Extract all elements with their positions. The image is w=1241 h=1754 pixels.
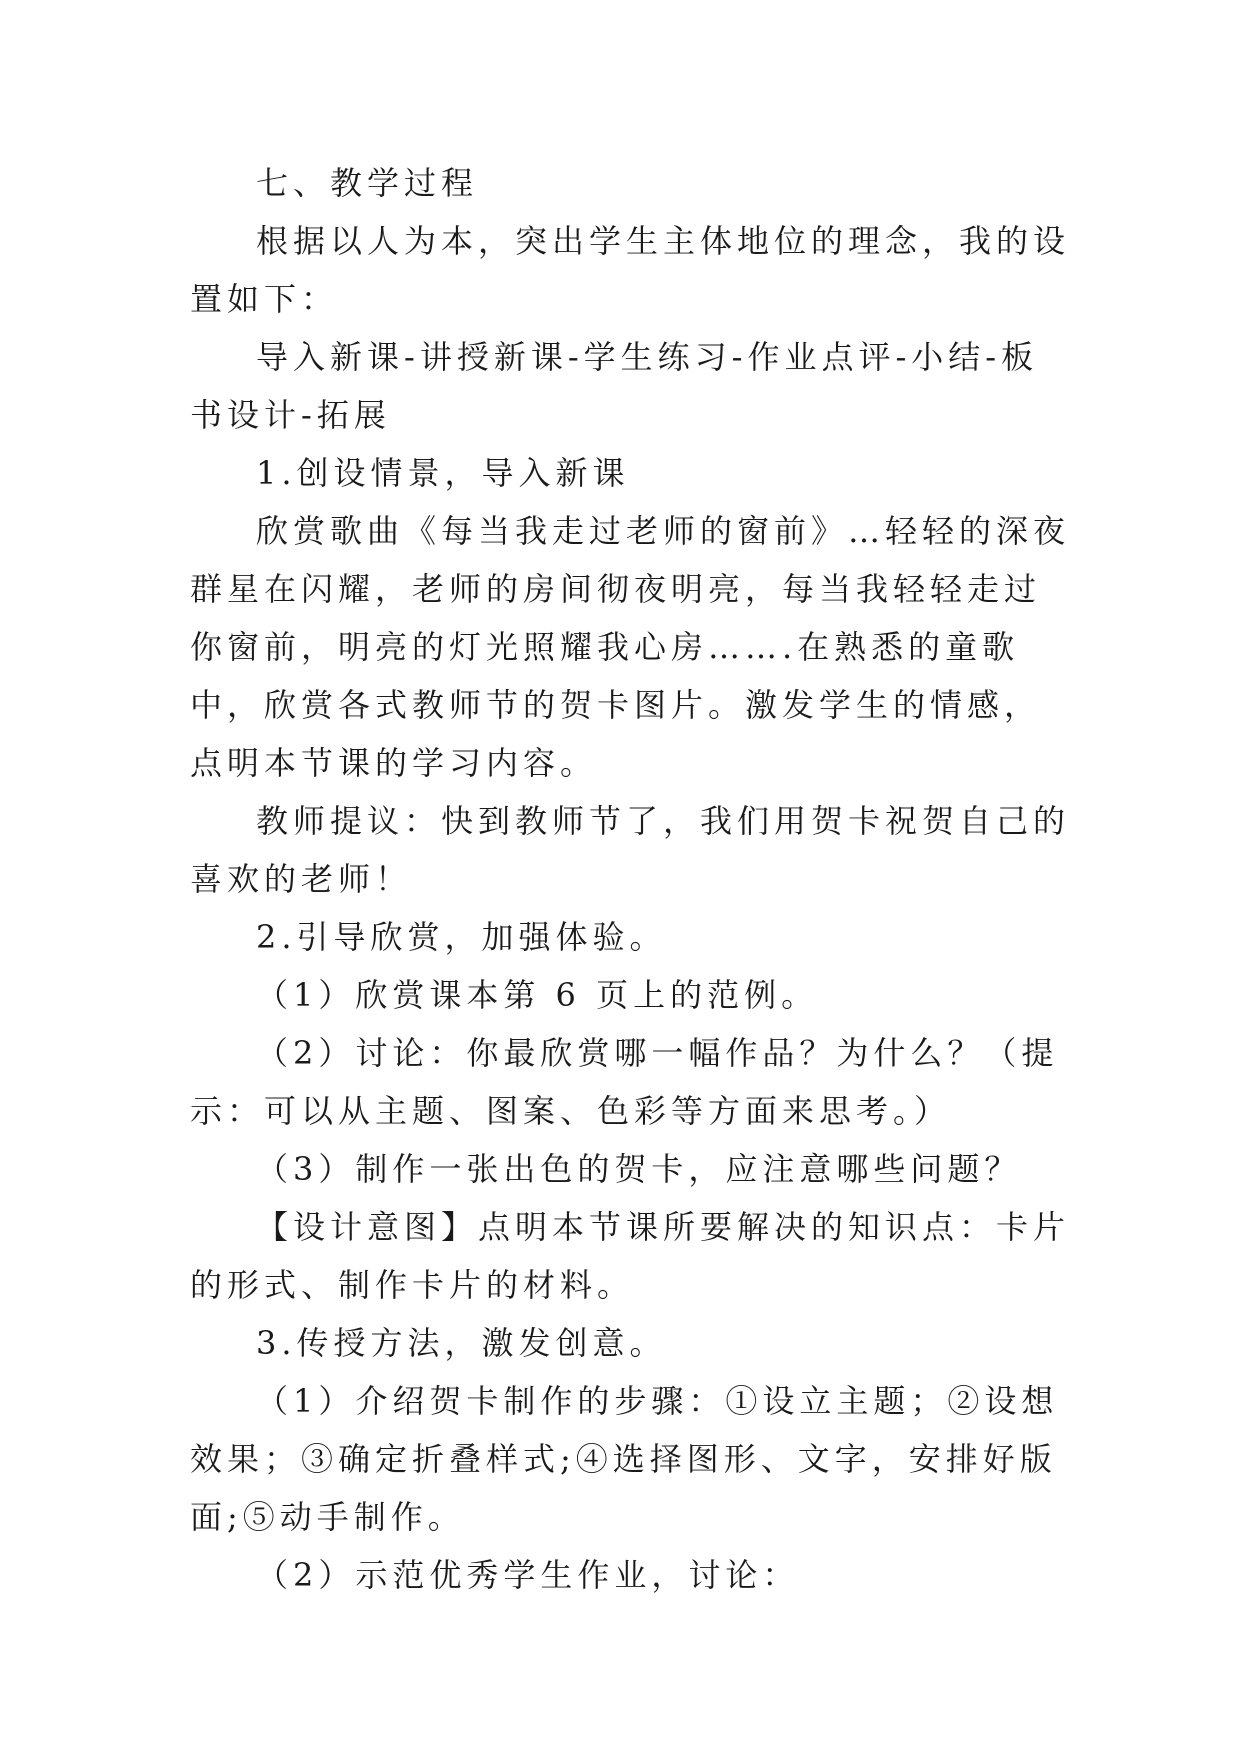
design-intent-note: 【设计意图】点明本节课所要解决的知识点：卡片的形式、制作卡片的材料。 — [190, 1208, 1071, 1304]
paragraph: 欣赏歌曲《每当我走过老师的窗前》…轻轻的深夜群星在闪耀，老师的房间彻夜明亮，每当我轻轻走过你窗前，明亮的灯光照耀我心房…….在熟悉的童歌中，欣赏各式教师节的贺卡图片。激发学生的情感，点明本节课的学习内容。 — [190, 512, 1071, 782]
list-item: （2）示范优秀学生作业，讨论： — [256, 1556, 800, 1594]
subheading: 2.引导欣赏，加强体验。 — [256, 918, 667, 956]
list-item: （1）介绍贺卡制作的步骤：①设立主题；②设想效果；③确定折叠样式;④选择图形、文字，安排好版面;⑤动手制作。 — [190, 1382, 1059, 1536]
subheading: 1.创设情景，导入新课 — [256, 454, 630, 492]
subheading: 3.传授方法，激发创意。 — [256, 1324, 667, 1362]
document-body — [190, 154, 1070, 1604]
paragraph: 教师提议：快到教师节了，我们用贺卡祝贺自己的喜欢的老师！ — [190, 802, 1071, 898]
list-item: （1）欣赏课本第 6 页上的范例。 — [256, 976, 819, 1014]
section-heading: 七、教学过程 — [256, 164, 479, 202]
paragraph: 导入新课-讲授新课-学生练习-作业点评-小结-板书设计-拓展 — [190, 338, 1039, 434]
list-item: （3）制作一张出色的贺卡，应注意哪些问题？ — [256, 1150, 1022, 1188]
list-item: （2）讨论：你最欣赏哪一幅作品？为什么？（提示：可以从主题、图案、色彩等方面来思考。） — [190, 1034, 1059, 1130]
paragraph: 根据以人为本，突出学生主体地位的理念，我的设置如下： — [190, 222, 1071, 318]
